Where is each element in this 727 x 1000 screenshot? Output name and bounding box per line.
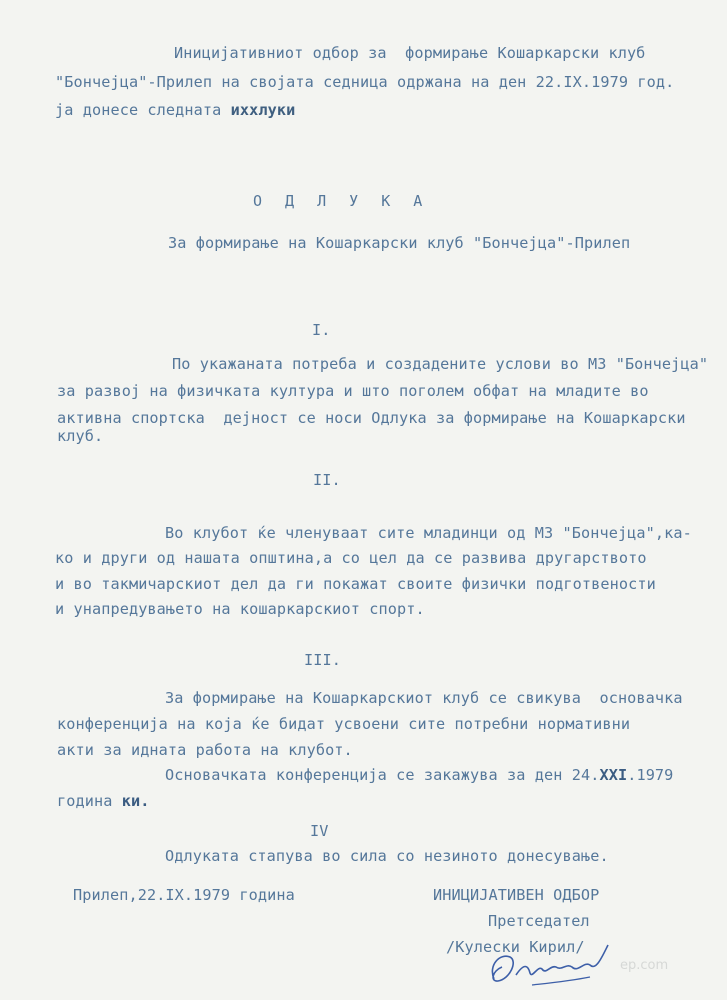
section-3-numeral: III.	[304, 651, 341, 669]
section-3-line-5	[57, 792, 149, 810]
section-2-line-4: и унапредувањето на кошаркарскиот спорт.	[55, 600, 425, 618]
document-subtitle: За формирање на Кошаркарски клуб "Бончејца"-Прилеп	[168, 234, 631, 252]
section-2-line-2: ко и други од нашата општина,а со цел да се развива другарството	[55, 549, 647, 567]
section-2-line-1: Во клубот ќе членуваат сите младинци од МЗ "Бончејца",ка-	[165, 524, 692, 542]
section-1-line-4: клуб.	[57, 427, 104, 445]
section-4-line-1: Одлуката стапува во сила со незиното донесување.	[165, 847, 609, 865]
year-word: година	[57, 792, 122, 810]
intro-line-2: "Бончејца"-Прилеп на својата седница одржана на ден 22.IX.1979 год.	[55, 73, 675, 91]
year-struck: ки.	[121, 792, 150, 810]
section-4-numeral: IV	[310, 822, 329, 840]
intro-line-3	[55, 101, 295, 119]
date-year: .1979	[627, 766, 674, 784]
committee-name: ИНИЦИЈАТИВЕН ОДБОР	[433, 886, 600, 904]
date-month: XI	[608, 766, 628, 784]
place-date: Прилеп,22.IX.1979 година	[73, 886, 295, 904]
section-3-line-3: акти за идната работа на клубот.	[57, 741, 353, 759]
section-3-line-2: конференција на која ќе бидат усвоени сите потребни нормативни	[57, 715, 631, 733]
chairman-name: /Кулески Кирил/	[446, 938, 585, 956]
conference-date-text: Основачката конференција се закажува за ден 24.	[165, 766, 600, 784]
document-title: О Д Л У К А	[253, 192, 430, 210]
section-1-line-1: По укажаната потреба и создадените услови во МЗ "Бончејца"	[172, 355, 709, 373]
section-1-line-3: активна спортска дејност се носи Одлука за формирање на Кошаркарски	[57, 409, 686, 427]
handwritten-signature	[480, 935, 640, 995]
intro-line-1: Иницијативниот одбор за формирање Кошаркарски клуб	[174, 44, 646, 62]
section-3-line-4	[165, 766, 673, 784]
section-3-line-1: За формирање на Кошаркарскиот клуб се свикува основачка	[165, 689, 683, 707]
section-2-numeral: II.	[313, 471, 341, 489]
struck-word: иххлуки	[230, 101, 296, 119]
date-struck: Х	[599, 766, 609, 784]
intro-line-3-text: ја донесе следната	[55, 101, 231, 119]
chairman-role: Претседател	[488, 912, 590, 930]
section-2-line-3: и во такмичарскиот дел да ги покажат своите физички подготвености	[55, 575, 656, 593]
section-1-line-2: за развој на физичката култура и што поголем обфат на младите во	[57, 382, 649, 400]
watermark: ep.com	[620, 958, 669, 973]
section-1-numeral: I.	[312, 321, 331, 339]
